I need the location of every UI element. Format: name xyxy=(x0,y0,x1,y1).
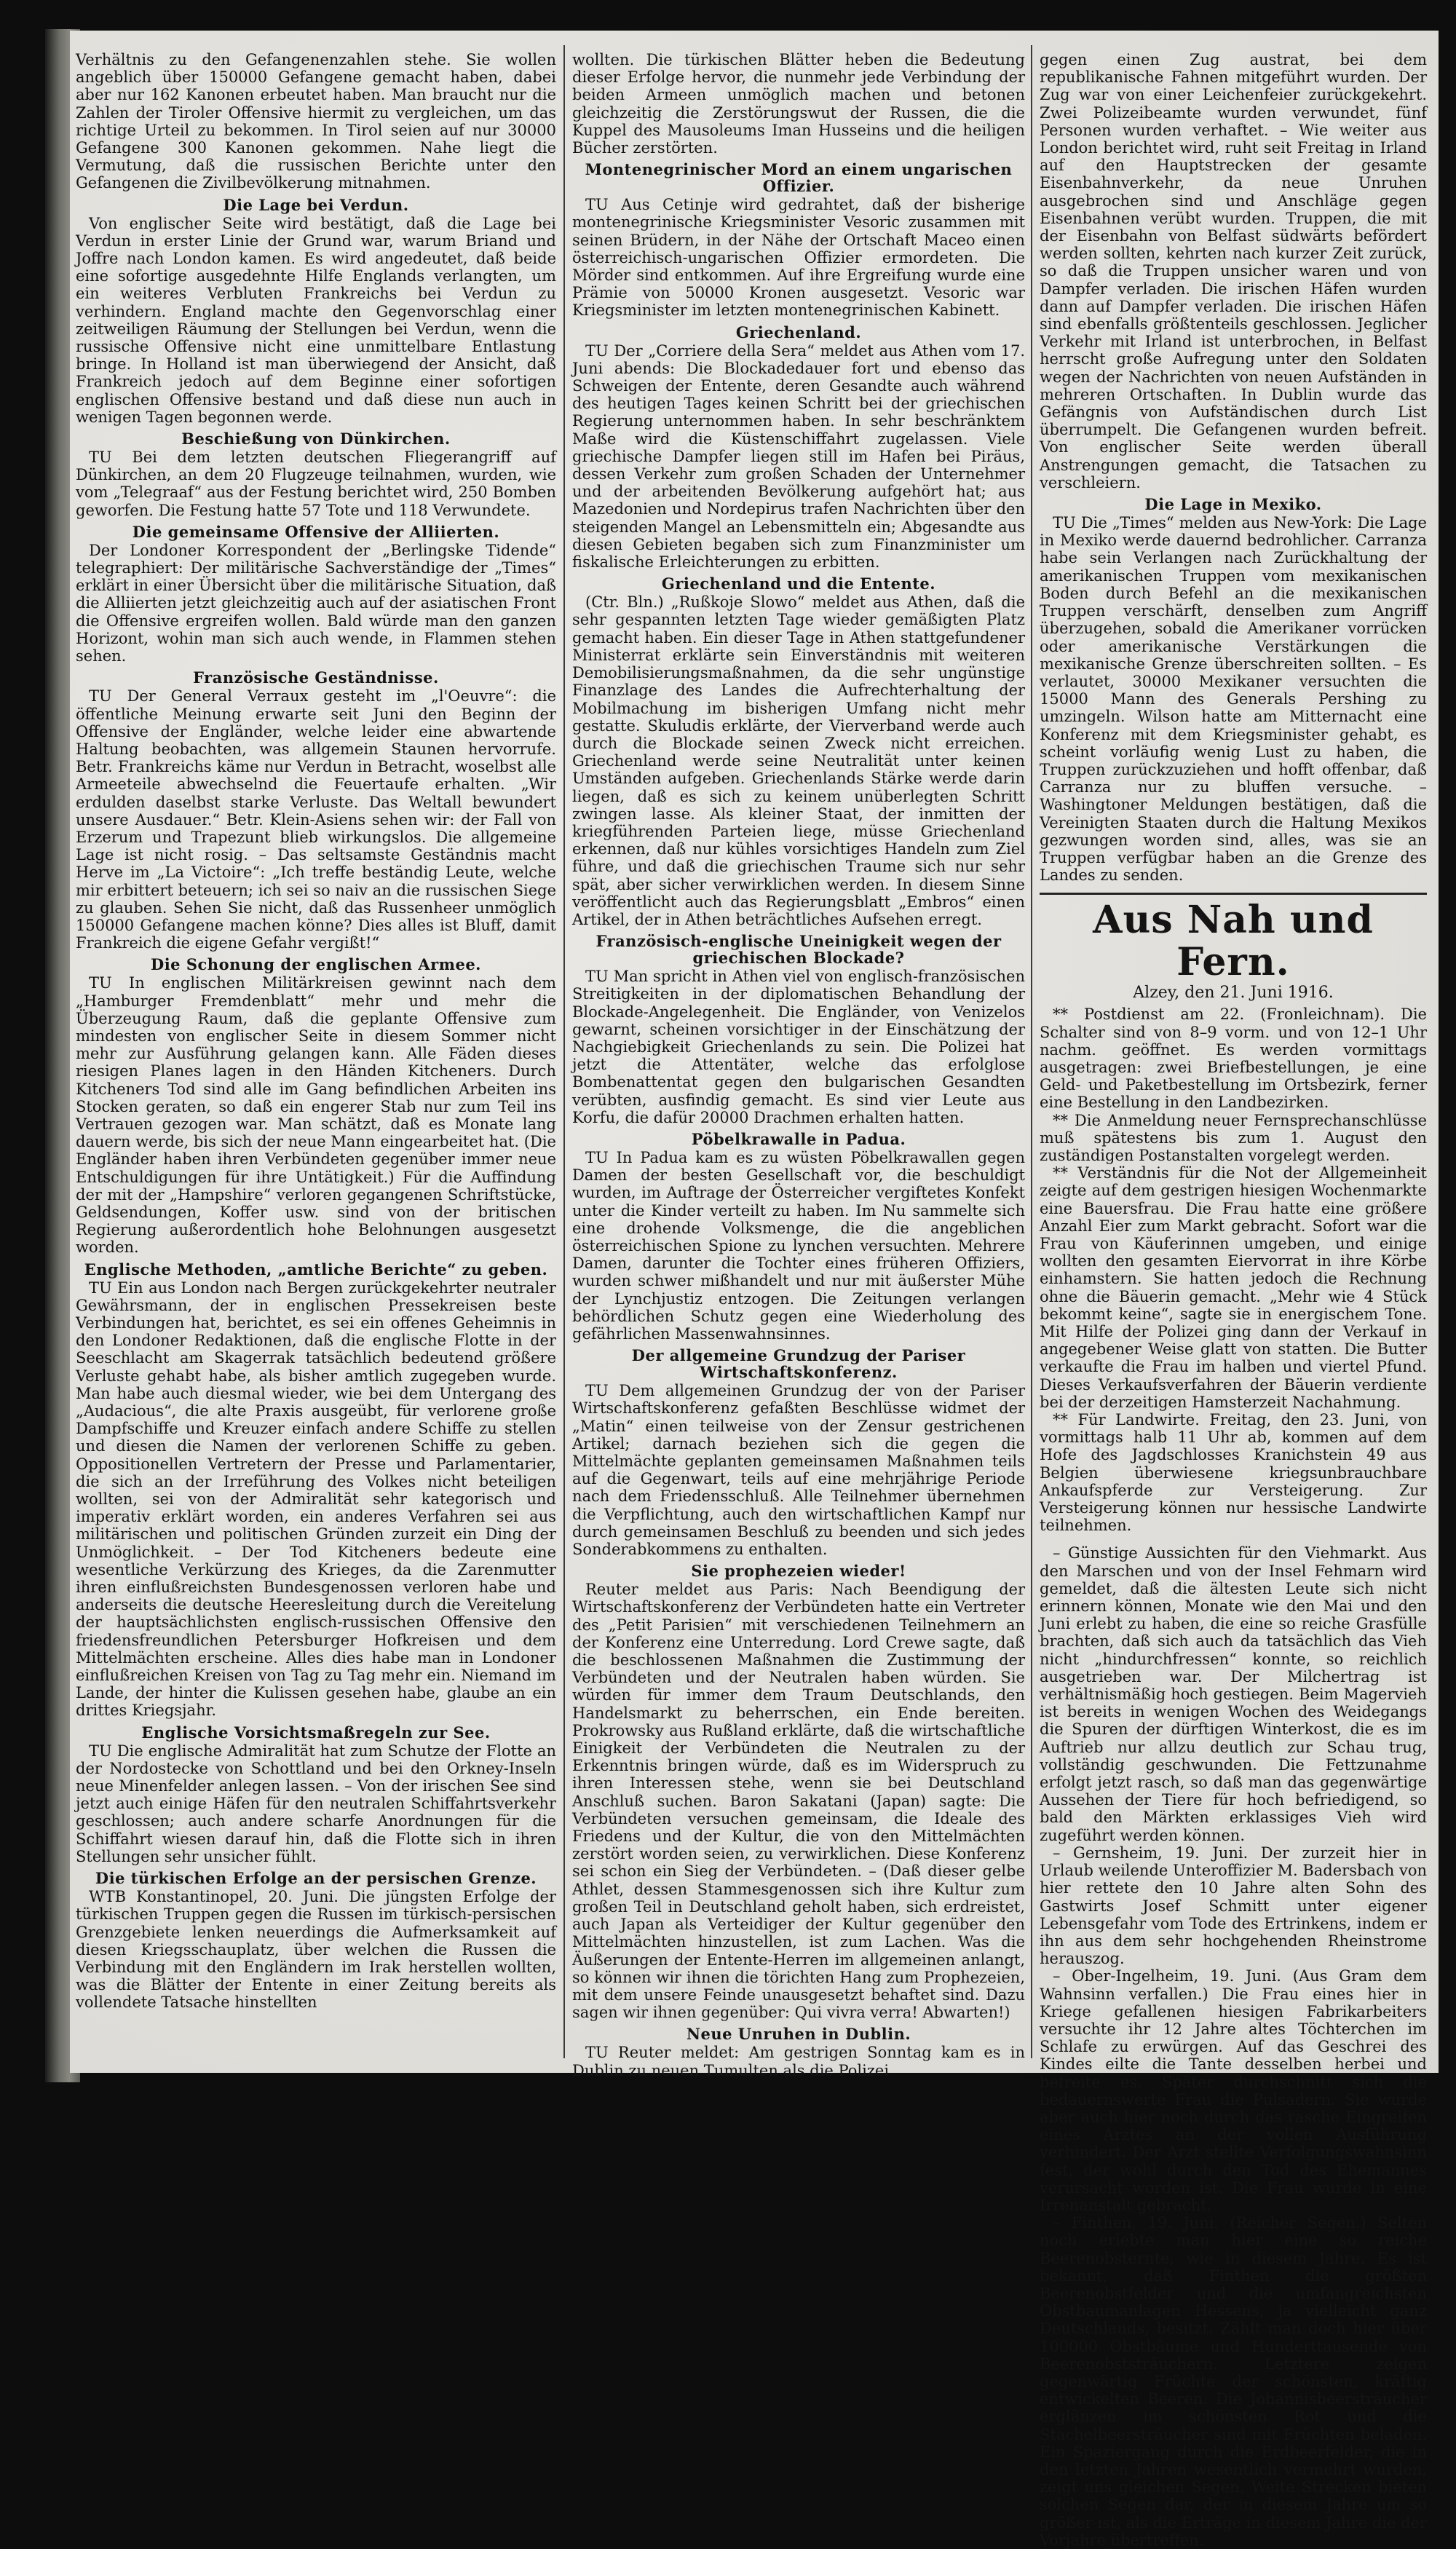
article-text: (Ctr. Bln.) „Rußkoje Slowo“ meldet aus Athen, daß die sehr gespannten letzten Tage wieder gemäßigten Platz gemacht haben. Ein dieser Tage in Athen stattgefundener Ministerrat erklärte sein Einverständnis mit weiteren Demobilisierungsmaßnahmen, da die sehr ungünstige Finanzlage des Landes die Aufrechterhaltung der Mobilmachung im bisherigen Umfang nicht mehr gestatte. Skuludis erklärte, der Vierverband werde auch durch die Blockade seinen Zweck nicht erreichen. Griechenland werde seine Neutralität unter keinen Umständen aufgeben. Griechenlands Stärke werde darin liegen, daß es sich zu keinem unüberlegten Schritt zwingen lasse. Als kleiner Staat, der inmitten der kriegführenden Parteien liege, müsse Griechenland erkennen, daß nur kühles vorsichtiges Handeln zum Ziel führe, und daß die griechischen Traume sich nur sehr spät, aber sicher verwirklichen werden. In diesem Sinne veröffentlicht auch das Regierungsblatt „Embros“ einen Artikel, der in Athen beträchtliches Aufsehen erregt. xyxy=(572,593,1025,928)
article-text: Verhältnis zu den Gefangenenzahlen stehe. Sie wollen angeblich über 150000 Gefangene gemacht haben, dabei aber nur 162 Kanonen erbeutet haben. Man braucht nur die Zahlen der Tiroler Offensive hiermit zu vergleichen, um das richtige Urteil zu bekommen. In Tirol seien auf nur 30000 Gefangene 300 Kanonen gekommen. Nahe liegt die Vermutung, daß die russischen Berichte unter den Gefangenen die Zivilbevölkerung mitnahmen. xyxy=(76,51,556,192)
headline-verdun: Die Lage bei Verdun. xyxy=(223,195,409,214)
section-divider xyxy=(1040,893,1427,895)
headline-methoden: Englische Methoden, „amtliche Berichte“ zu geben. xyxy=(84,1260,548,1279)
headline-dublin: Neue Unruhen in Dublin. xyxy=(686,2025,911,2044)
article-text: TU Ein aus London nach Bergen zurückgekehrter neutraler Gewährsmann, der in englischen Pressekreisen beste Verbindungen hat, berichtet, es sei ein offenes Geheimnis in den Londoner Redaktionen, daß die englische Flotte in der Seeschlacht am Skagerrak tatsächlich bedeutend größere Verluste gehabt habe, als bisher amtlich zugegeben wurde. Man habe auch diesmal wieder, wie bei dem Untergang des „Audacious“, die alte Praxis ausgeübt, für verlorene große Dampfschiffe und Kreuzer einfach andere Schiffe zu stellen und diesen die Namen der verlorenen Schiffe zu geben. Oppositionellen Vertretern der Presse und Parlamentarier, die sich an der Irreführung des Volkes nicht beteiligen wollten, sei von der Admiralität sehr kategorisch und imperativ erklärt worden, ein anderes Verfahren sei aus militärischen und politischen Gründen zurzeit ein Ding der Unmöglichkeit. – Der Tod Kitcheners bedeute eine wesentliche Verkürzung des Krieges, da die Zarenmutter ihren einflußreichsten Bundesgenossen verloren habe und anderseits die deutsche Heeresleitung durch die Vereitelung der hauptsächlichsten englisch-russischen Offensive den friedensfreundlichen Petersburger Hofkreisen und dem Mittelmächten erscheine. Alles dies habe man in Londoner einflußreichen Kreisen von Tag zu Tag mehr ein. Niemand im Lande, der hinter die Kulissen gesehen habe, glaube an ein drittes Kriegsjahr. xyxy=(76,1279,556,1720)
article-text: TU Der „Corriere della Sera“ meldet aus Athen vom 17. Juni abends: Die Blockadedauer fort und ebenso das Schweigen der Entente, deren Gesandte auch während des heutigen Tages keinen Schritt bei der griechischen Regierung unternommen haben. In sehr beschränktem Maße wird die Küstenschiffahrt zugelassen. Viele griechische Dampfer liegen still im Hafen bei Piräus, dessen Verkehr zum großen Schaden der Unternehmer und der arbeitenden Bevölkerung aufgehört hat; aus Mazedonien und Nordepirus trafen Nachrichten über den steigenden Mangel an Lebensmitteln ein; Abgesandte aus diesen Gebieten begaben sich zum Finanzminister um fiskalische Erleichterungen zu erbitten. xyxy=(572,341,1025,572)
local-news-item: ** Für Landwirte. Freitag, den 23. Juni, von vormittags halb 11 Uhr ab, kommen auf dem Hofe des Jagdschlosses Kranichstein 49 aus Belgien überwiesene kriegsunbrauchbare Ankaufspferde zur Versteigerung. Zur Versteigerung können nur hessische Landwirte teilnehmen. xyxy=(1040,1411,1427,1535)
article-text: WTB Konstantinopel, 20. Juni. Die jüngsten Erfolge der türkischen Truppen gegen die Russen im türkisch-persischen Grenzgebiete lenken neuerdings die Aufmerksamkeit auf diesen Kriegsschauplatz, über welchen die Russen die Verbindung mit den Engländern im Irak herstellen wollten, was die Blätter der Entente in einer Zeitung bereits als vollendete Tatsache hinstellten xyxy=(76,1888,556,2012)
article-text: wollten. Die türkischen Blätter heben die Bedeutung dieser Erfolge hervor, die nunmehr jede Verbindung der beiden Armeen unmöglich machen und betonen gleichzeitig die Zerstörungswut der Russen, die die Kuppel des Mausoleums Iman Husseins und die heiligen Bücher zerstörten. xyxy=(572,51,1025,157)
headline-persien: Die türkischen Erfolge an der persischen Grenze. xyxy=(95,1869,537,1888)
newspaper-page xyxy=(70,31,1439,2549)
column-2 xyxy=(572,51,1025,2079)
headline-offensive: Die gemeinsame Offensive der Alliierten. xyxy=(132,522,500,541)
local-news-item: – Ober-Ingelheim, 19. Juni. (Aus Gram dem Wahnsinn verfallen.) Die Frau eines hier in Kriege gefallenen hiesigen Fabrikarbeiters versuchte ihr 12 Jahre altes Töchterchen im Schlafe zu erwürgen. Auf das Geschrei des Kindes eilte die Tante desselben herbei und befreite es. Später durchschnitt sich die bedauernswerte Frau die Pulsadern. Sie wurde aber auch hier noch durch das rasche Eingreifen eines Arztes an der vollen Ausführung verhindert. Der Arzt stellte Verfolgungswahnsinn fest, der wohl durch den Tod des Ehemannes verursacht worden ist. Die Frau wurde in eine Irrenanstalt gebracht. xyxy=(1040,1967,1427,2214)
local-news-item: ** Postdienst am 22. (Fronleichnam). Die Schalter sind von 8–9 vorm. und von 12–1 Uhr nachm. geöffnet. Es werden vormittags ausgetragen: zwei Briefbestellungen, je eine Geld- und Paketbestellung im Ortsbezirk, ferner eine Bestellung in den Landbezirken. xyxy=(1040,1005,1427,1112)
article-text: Reuter meldet aus Paris: Nach Beendigung der Wirtschaftskonferenz der Verbündeten hatte ein Vertreter des „Petit Parisien“ mit verschiedenen Teilnehmern an der Konferenz eine Unterredung. Lord Crewe sagte, daß die beschlossenen Maßnahmen die Zustimmung der Verbündeten und der Neutralen haben würden. Sie würden für immer dem Traum Deutschlands, den Handelsmarkt zu beherrschen, ein Ende bereiten. Prokrowsky aus Rußland erklärte, daß die wirtschaftliche Einigkeit der Verbündeten die Neutralen zu der Erkenntnis bringen würde, daß es im Widerspruch zu ihren Interessen stehe, wenn sie bei Deutschland Anschluß suchen. Baron Sakatani (Japan) sagte: Die Verbündeten versuchen gemeinsam, die Ideale des Friedens und der Kultur, die von den Mittelmächten zerstört worden seien, zu verwirklichen. Diese Konferenz sei schon ein Sieg der Verbündeten. – (Daß dieser gelbe Athlet, dessen Stammesgenossen sich ihre Kultur zum großen Teil in Deutschland geholt haben, sich erdreistet, auch Japan als Verteidiger der Kultur gegenüber den Mittelmächten hinzustellen, ist zum Lachen. Was die Äußerungen der Entente-Herren im allgemeinen anlangt, so können wir ihnen die törichten Hang zum Prophezeien, mit dem unsere Feinde unausgesetzt behaftet sind. Dazu sagen wir ihnen gegenüber: Qui vivra verra! Abwarten!) xyxy=(572,1581,1025,2022)
article-text: gegen einen Zug austrat, bei dem republikanische Fahnen mitgeführt wurden. Der Zug war von einer Leichenfeier zurückgekehrt. Zwei Polizeibeamte wurden verwundet, fünf Personen wurden verhaftet. – Wie weiter aus London berichtet wird, ruht seit Freitag in Irland auf den Hauptstrecken der gesamte Eisenbahnverkehr, da neue Unruhen ausgebrochen sind und Anschläge gegen Eisenbahnen verübt wurden. Truppen, die mit der Eisenbahn von Belfast südwärts befördert werden sollten, kehrten nach kurzer Zeit zurück, so daß die Truppen unsicher waren und von Dampfer verladen. Die irischen Häfen wurden dann auf Dampfer verladen. Die irischen Häfen sind ebenfalls größtenteils geschlossen. Jeglicher Verkehr mit Irland ist unterbrochen, in Belfast herrscht große Aufregung unter den Soldaten wegen der Nachrichten von neuen Aufständen in mehreren Ortschaften. In Dublin wurde das Gefängnis von Aufständischen durch List überrumpelt. Die Gefangenen wurden befreit. Von englischer Seite werden überall Anstrengungen gemacht, die Tatsachen zu verschleiern. xyxy=(1040,51,1427,491)
local-news-item: – Gernsheim, 19. Juni. Der zurzeit hier in Urlaub weilende Unteroffizier M. Badersbach von hier rettete den 10 Jahre alten Sohn des Gastwirts Josef Schmitt unter eigener Lebensgefahr vom Tode des Ertrinkens, indem er ihn aus dem sehr hochgehenden Rheinstrome herauszog. xyxy=(1040,1843,1427,1968)
dateline: Alzey, den 21. Juni 1916. xyxy=(1133,984,1334,1003)
column-3 xyxy=(1040,51,1427,2549)
headline-entente: Griechenland und die Entente. xyxy=(661,574,936,593)
article-text: TU In englischen Militärkreisen gewinnt nach dem „Hamburger Fremdenblatt“ mehr und mehr die Überzeugung Raum, daß die geplante Offensive zum mindesten von englischer Seite in diesem Sommer nicht mehr zur Ausführung gelangen kann. Alle Fäden dieses riesigen Planes lagen in den Händen Kitcheners. Durch Kitcheners Tod sind alle im Gang befindlichen Arbeiten ins Stocken geraten, so daß ein engerer Stab nur zum Teil ins Vertrauen gezogen war. Man schätzt, daß es Monate lang dauern werde, bis sich der neue Mann eingearbeitet hat. (Die Engländer haben ihren Verbündeten gegenüber immer neue Entschuldigungen für ihre Untätigkeit.) Für die Auffindung der mit der „Hampshire“ verloren gegangenen Schriftstücke, Geldsendungen, Koffer usw. sind von der britischen Regierung außerordentlich hohe Belohnungen ausgesetzt worden. xyxy=(76,974,556,1257)
headline-uneinigkeit: Französisch-englische Uneinigkeit wegen der griechischen Blockade? xyxy=(596,932,1002,968)
article-text: Der Londoner Korrespondent der „Berlingske Tidende“ telegraphiert: Der militärische Sachverständige der „Times“ erklärt in einer Übersicht über die militärische Situation, daß die Alliierten jetzt gleichzeitig auch auf der asiatischen Front die Offensive ergreifen wollen. Bald würde man den ganzen Horizont, wohin man sich auch wende, in Flammen stehen sehen. xyxy=(76,541,556,665)
section-title: Aus Nah und Fern. xyxy=(1093,898,1374,985)
headline-vorsicht: Englische Vorsichtsmaßregeln zur See. xyxy=(141,1723,491,1742)
column-divider xyxy=(563,45,565,2058)
headline-armee: Die Schonung der englischen Armee. xyxy=(150,955,481,974)
local-news-item: ** Verständnis für die Not der Allgemeinheit zeigte auf dem gestrigen hiesigen Wochenmarkte eine Bauersfrau. Die Frau hatte eine größere Anzahl Eier zum Markt gebracht. Sofort war die Frau von Käuferinnen umgeben, und einige wollten den gesamten Eiervorrat in ihre Körbe einhamstern. Sie hatten jedoch die Rechnung ohne die Bäuerin gemacht. „Mehr wie 4 Stück bekommt keine“, sagte sie in energischem Tone. Mit Hilfe der Polizei ging dann der Verkauf in angegebener Weise glatt von statten. Die Butter verkaufte die Frau im halben und viertel Pfund. Dieses Verkaufsverfahren der Bäuerin verdiente bei der derzeitigen Hamsterzeit Nachahmung. xyxy=(1040,1164,1427,1411)
local-news-item: – Finthen, 19. Juni. (Reicher Segen.) Selten noch erlebte man hier eine so reiche Beerenobsternte, wie in diesem Jahre. Es ist bekannt, daß Finthen die größten Beerenobstfelder und die umfangreichsten Obstbaumanlagen Hessens, ja vielleicht ganz Deutschlands, besitzt. Zählt man doch hier über 100000 Obstbäume und Hunderttausende von Beerenobststräuchern. Letztere zeigen gegenwärtig Früchte der schönsten, kräftig entwickelten Beeren. Die Johannisbeersträucher erglänzen im schönsten Rot und die Stachelbeersträucher sind mit Früchten beladen. Ein Spaziergang durch die Erdbeerfelder, die in den letzten Jahren wesentlich vermehrt wurden, zeigt uns gleichen Segen. Weite Strecken bieten solchen Segen dar, der in diesem Jahre um so größer ist, als die Erträge in diesem Jahre die der Vorjahre übertreffen. xyxy=(1040,2214,1427,2549)
headline-pariser: Der allgemeine Grundzug der Pariser Wirtschaftskonferenz. xyxy=(631,1346,966,1382)
article-text: TU Der General Verraux gesteht im „l'Oeuvre“: die öffentliche Meinung erwarte seit Juni den Beginn der Offensive der Engländer, welche leider eine abwartende Haltung beobachten, was allgemein Staunen hervorrufe. Betr. Frankreichs käme nur Verdun in Betracht, woselbst alle Armeeteile abwechselnd die Feuertaufe erhalten. „Wir erdulden daselbst starke Verluste. Das Weltall bewundert unsere Ausdauer.“ Betr. Klein-Asiens sehen wir: der Fall von Erzerum und Trapezunt blieb wirkungslos. Die allgemeine Lage ist nicht rosig. – Das seltsamste Geständnis macht Herve im „La Victoire“: „Ich treffe beständig Leute, welche mir erbittert beteuern; ich sei so naiv an die russischen Siege zu glauben. Sehen Sie nicht, daß das Russenheer unmöglich 150000 Gefangene machen könne? Dies alles ist Bluff, damit Frankreich die eigene Gefahr vergißt!“ xyxy=(76,687,556,952)
article-text: TU Man spricht in Athen viel von englisch-französischen Streitigkeiten in der diplomatischen Behandlung der Blockade-Angelegenheit. Die Engländer, von Venizelos gewarnt, scheinen vorsichtiger in der Einschätzung der Nachgiebigkeit Griechenlands zu sein. Die Polizei hat jetzt die Attentäter, welche das erfolglose Bombenattentat gegen den bulgarischen Gesandten verübten, ausfindig gemacht. Es sind vier Leute aus Korfu, die dafür 20000 Drachmen erhalten hatten. xyxy=(572,968,1025,1126)
headline-padua: Pöbelkrawalle in Padua. xyxy=(691,1129,906,1148)
column-divider xyxy=(1031,45,1032,2058)
article-text: Von englischer Seite wird bestätigt, daß die Lage bei Verdun in erster Linie der Grund war, warum Briand und Joffre nach London kamen. Es wird angedeutet, daß beide eine sofortige ausgedehnte Hilfe Englands verlangten, um ein weiteres Verbluten Frankreichs bei Verdun zu verhindern. England machte den Gegenvorschlag einer zeitweiligen Räumung der Stellungen bei Verdun, wenn die russische Offensive nicht eine unmittelbare Entlastung bringe. In Holland ist man überwiegend der Ansicht, daß Frankreich jedoch auf dem Beginne einer sofortigen englischen Offensive bestand und daß diese nun auch in wenigen Tagen begonnen werde. xyxy=(76,214,556,426)
spacer xyxy=(1040,1534,1427,1544)
headline-gestaendnisse: Französische Geständnisse. xyxy=(193,668,439,687)
local-news-item: – Günstige Aussichten für den Viehmarkt. Aus den Marschen und von der Insel Fehmarn wird gemeldet, daß die ältesten Leute sich nicht erinnern können, Monate wie den Mai und den Juni erlebt zu haben, die eine so reiche Grasfülle brachten, daß sich auch da tatsächlich das Vieh nicht „hindurchfressen“ konnte, so reichlich ausgetrieben war. Der Milchertrag ist verhältnismäßig hoch gestiegen. Beim Magervieh ist bereits in wenigen Wochen des Weidegangs die Spuren der dürftigen Winterkost, die es im Auftrieb nur allzu deutlich zur Schau trug, vollständig geschwunden. Die Fettzunahme erfolgt jetzt rasch, so daß man das gegenwärtige Aussehen der Tiere für hoch befriedigend, so bald den Märkten erklassiges Vieh wird zugeführt werden können. xyxy=(1040,1544,1427,1844)
article-text: TU Bei dem letzten deutschen Fliegerangriff auf Dünkirchen, an dem 20 Flugzeuge teilnahmen, wurden, wie vom „Telegraaf“ aus der Festung berichtet wird, 250 Bomben geworfen. Die Festung hatte 57 Tote und 118 Verwundete. xyxy=(76,448,556,519)
headline-mord: Montenegrinischer Mord an einem ungarischen Offizier. xyxy=(585,160,1013,196)
headline-prophezeien: Sie prophezeien wieder! xyxy=(691,1562,906,1581)
local-news-item: ** Die Anmeldung neuer Fernsprechanschlüsse muß spätestens bis zum 1. August den zuständigen Postanstalten vorgelegt werden. xyxy=(1040,1111,1427,1164)
article-text: TU Reuter meldet: Am gestrigen Sonntag kam es in Dublin zu neuen Tumulten als die Polizei xyxy=(572,2044,1025,2079)
article-text: TU In Padua kam es zu wüsten Pöbelkrawallen gegen Damen der besten Gesellschaft vor, die beschuldigt wurden, im Auftrage der Österreicher vergiftetes Konfekt unter die Kinder verteilt zu haben. Im Nu sammelte sich eine drohende Volksmenge, die die angeblichen österreichischen Spione zu lynchen versuchten. Mehrere Damen, darunter die Tochter eines früheren Offiziers, wurden schwer mißhandelt und nur mit äußerster Mühe der Lynchjustiz entzogen. Die Zeitungen verlangen behördlichen Schutz gegen eine Wiederholung des gefährlichen Massenwahnsinnes. xyxy=(572,1148,1025,1343)
article-text: TU Aus Cetinje wird gedrahtet, daß der bisherige montenegrinische Kriegsminister Vesoric zusammen mit seinen Brüdern, in der Nähe der Ortschaft Maceo einen österreichisch-ungarischen Offizier ermordeten. Die Mörder sind entkommen. Auf ihre Ergreifung wurde eine Prämie von 50000 Kronen ausgesetzt. Vesoric war Kriegsminister im letzten montenegrinischen Kabinett. xyxy=(572,196,1025,320)
headline-griechenland: Griechenland. xyxy=(735,323,862,341)
article-text: TU Dem allgemeinen Grundzug der von der Pariser Wirtschaftskonferenz gefaßten Beschlüsse widmet der „Matin“ einen teilweise von der Zensur gestrichenen Artikel; darnach beziehen sich die gegen die Mittelmächte geplanten gemeinsamen Maßnahmen teils auf die Gegenwart, teils auf eine mehrjährige Periode nach dem Friedensschluß. Alle Teilnehmer übernehmen die Verpflichtung, auch den wirtschaftlichen Kampf nur durch gemeinsamen Beschluß zu beenden und sich jedes Sonderabkommens zu enthalten. xyxy=(572,1382,1025,1559)
article-text: TU Die „Times“ melden aus New-York: Die Lage in Mexiko werde dauernd bedrohlicher. Carranza habe sein Verlangen nach Zurückhaltung der amerikanischen Truppen vom mexikanischen Boden durch Befehl an die mexikanischen Truppen verschärft, denselben zum Angriff überzugehen, sobald die Amerikaner vorrücken oder amerikanische Verstärkungen die mexikanische Grenze überschreiten sollten. – Es verlautet, 30000 Mexikaner versuchten die 15000 Mann des Generals Pershing zu umzingeln. Wilson hatte am Mitternacht eine Konferenz mit dem Kriegsminister gehabt, es scheint vorläufig wenig Lust zu haben, die Truppen zurückzuziehen und hofft offenbar, daß Carranza nur zu bluffen versuche. – Washingtoner Meldungen bestätigen, daß die Vereinigten Staaten durch die Haltung Mexikos gezwungen worden sind, alles, was sie an Truppen verfügbar haben an die Grenze des Landes zu senden. xyxy=(1040,514,1427,885)
article-text: TU Die englische Admiralität hat zum Schutze der Flotte an der Nordostecke von Schottland und bei den Orkney-Inseln neue Minenfelder anlegen lassen. – Von der irischen See sind jetzt auch einige Häfen für den neutralen Schiffahrtsverkehr geschlossen; auch andere scharfe Anordnungen für die Schiffahrt wiesen darauf hin, daß die Flotte sich in ihren Stellungen sehr unsicher fühlt. xyxy=(76,1742,556,1865)
headline-duenkirchen: Beschießung von Dünkirchen. xyxy=(181,430,451,448)
column-1 xyxy=(76,51,556,2054)
headline-mexiko: Die Lage in Mexiko. xyxy=(1144,495,1322,514)
